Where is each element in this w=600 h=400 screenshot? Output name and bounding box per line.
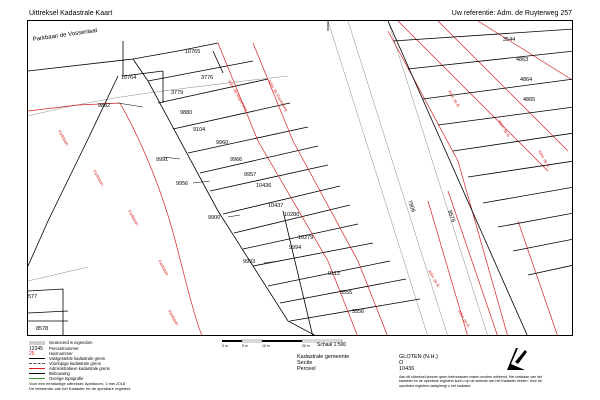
parcel-number-label: 3556: [352, 309, 365, 315]
header-reference: Uw referentie: Adm. de Ruyterweg 257: [451, 10, 572, 17]
parcel-number-label: 4863: [516, 57, 529, 63]
svg-text:Adm. de R.: Adm. de R.: [457, 309, 472, 329]
section-key: Sectie: [297, 360, 313, 366]
kadaster-logo-icon: [505, 346, 527, 370]
parcel-number-label: 9104: [193, 127, 206, 133]
svg-text:Parkbaan: Parkbaan: [127, 209, 141, 227]
parcel-number-label: 4864: [520, 77, 533, 83]
scale-label: Schaal 1:500: [317, 342, 347, 348]
parcel-number-label: 10437: [268, 203, 284, 209]
scale-tick: 5 m: [242, 344, 248, 348]
parcel-number-label: 5555: [340, 290, 353, 296]
parcel-number-label: 10765: [185, 49, 201, 55]
parcel-number-label: 577: [28, 294, 38, 300]
parcel-number-label: 9991: [156, 157, 169, 163]
svg-text:Adm. de R.: Adm. de R.: [497, 119, 512, 139]
header-left-title: Uittreksel Kadastrale Kaart: [29, 10, 113, 17]
svg-text:Adm. de R.: Adm. de R.: [537, 149, 552, 169]
legend-note-date: Voor een eenduidige uittreksel: Apeldoorn, 1 mei 2018: [29, 381, 126, 386]
parcel-number-label: 9900: [208, 215, 221, 221]
svg-text:Parkbaan: Parkbaan: [157, 259, 171, 277]
parcel-number-label: 9882: [98, 103, 111, 109]
svg-text:Parkbaan: Parkbaan: [167, 309, 181, 327]
parcel-number-label: 3544: [503, 37, 516, 43]
parcel-key: Perceel: [297, 366, 316, 372]
svg-text:Adm. de Ruyterweg: Adm. de Ruyterweg: [227, 79, 250, 112]
svg-text:Parkbaan: Parkbaan: [92, 169, 106, 187]
legend-row: Gearceerd is eigendom: [29, 340, 93, 345]
map-canvas: [28, 21, 573, 336]
svg-text:Adm. de R.: Adm. de R.: [427, 269, 442, 289]
parcel-number-label: 7806: [406, 199, 416, 214]
svg-text:Adm. de R.: Adm. de R.: [447, 89, 462, 109]
parcel-number-label: 9960: [216, 140, 229, 146]
parcel-number-label: 8578: [36, 326, 49, 332]
legend-row: Administratieve kadastrale grens: [29, 366, 110, 371]
parcel-number-label: 3776: [201, 75, 214, 81]
parcel-number-label: 8576: [446, 209, 456, 224]
scale-bar: [222, 338, 382, 348]
parcel-number-label: 10764: [121, 75, 137, 81]
parcel-number-label: 9880: [180, 110, 193, 116]
parcel-number-label: 3779: [171, 90, 184, 96]
legend-row: 25 Huisnummer: [29, 351, 73, 357]
disclaimer-text: Aan dit uittreksel kunnen geen betrouwbare maten worden ontleend. Het ontstaan van het kadaster en de openbare registers kunt u op de website van het Kadaster vinden. Voor de openbare registers raadpleegt u het kadaster.: [399, 375, 543, 388]
legend-row: Bebouwing: [29, 371, 70, 376]
parcel-number-label: 10280: [284, 212, 300, 218]
parcel-number-label: 9957: [244, 172, 257, 178]
legend-row: Overige topografie: [29, 376, 83, 381]
street-label: Parkbaan de Vossenlaat: [32, 27, 98, 43]
municipality-key: Kadastrale gemeente: [297, 354, 350, 360]
legend-note-authority: De beheerder van het Kadaster en de openbare registers: [29, 386, 131, 391]
legend-row: Vastgestelde kadastrale grens: [29, 356, 105, 361]
parcel-number-label: 9966: [230, 157, 243, 163]
legend-row: 12345 Perceelnummer: [29, 346, 79, 352]
legend-row: Voorlopige kadastrale grens: [29, 361, 101, 366]
parcel-number-label: 9994: [289, 245, 302, 251]
svg-text:Adm. de Ruyterweg: Adm. de Ruyterweg: [267, 79, 290, 112]
map-footer: [27, 338, 573, 396]
parcel-number-label: 10436: [256, 183, 272, 189]
scale-tick: 10 m: [262, 344, 270, 348]
parcel-number-label: 4865: [523, 97, 536, 103]
municipality-value: GLOTEN (N.H.): [399, 354, 438, 360]
scale-tick: 20 m: [302, 344, 310, 348]
svg-text:Parkbaan: Parkbaan: [57, 129, 71, 147]
parcel-number-label: 9993: [243, 259, 256, 265]
cadastral-map[interactable]: [27, 20, 573, 336]
parcel-number-label: 9113: [328, 271, 340, 277]
parcel-number-label: 9956: [176, 181, 189, 187]
scale-tick: 0 m: [222, 344, 228, 348]
parcel-number-label: 10279: [298, 235, 314, 241]
parcel-value: 10436: [399, 366, 415, 372]
section-value: O: [399, 360, 404, 366]
